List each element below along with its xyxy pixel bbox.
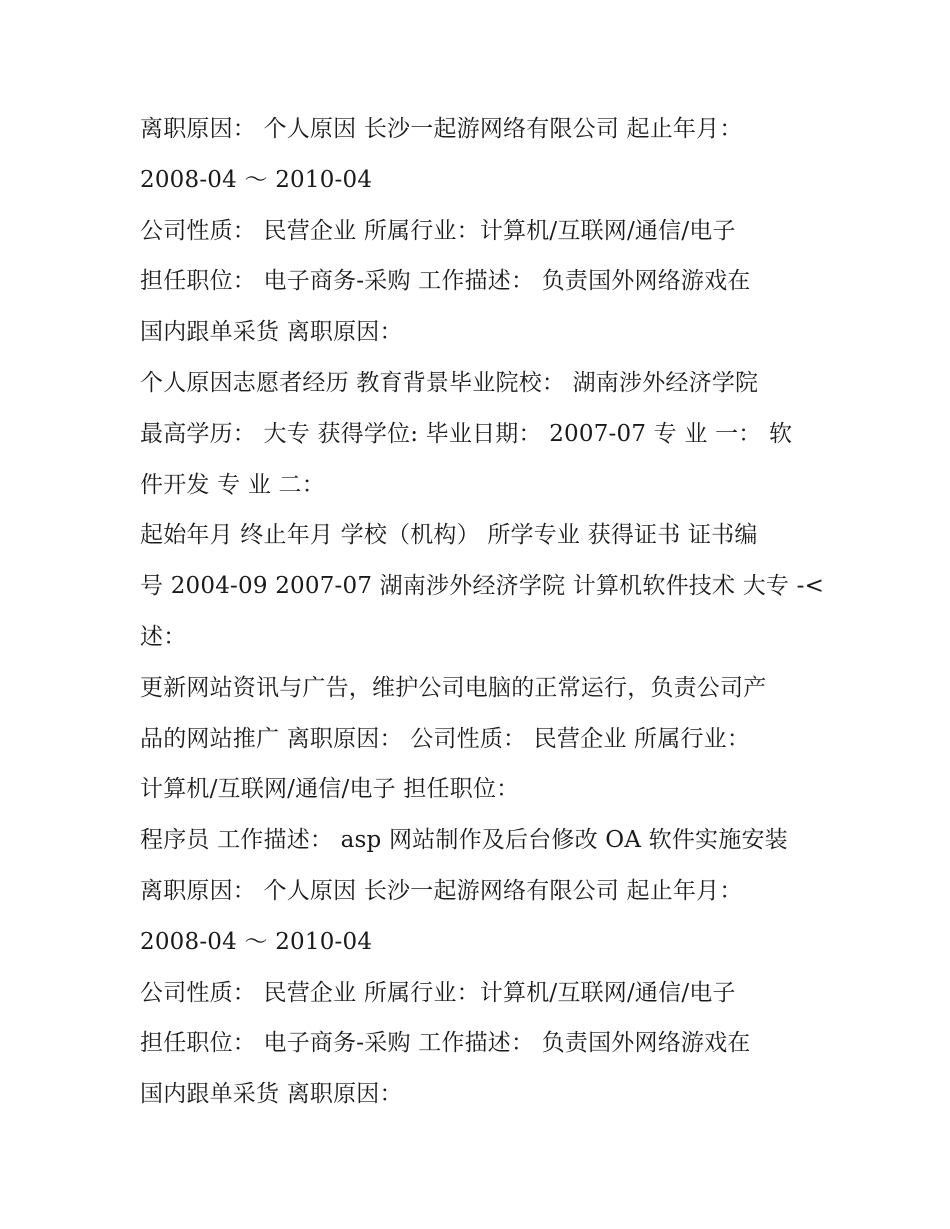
document-body [140,104,825,1120]
text-line: 计算机/互联网/通信/电子 担任职位： [140,776,520,803]
text-line: 国内跟单采货 离职原因： [140,319,403,346]
text-line: 件开发 专 业 二： [140,471,325,498]
text-line: 更新网站资讯与广告，维护公司电脑的正常运行，负责公司产 [140,674,767,701]
text-line: 2008-04 ～ 2010-04 [140,166,373,193]
text-line: 最高学历： 大专 获得学位: 毕业日期： 2007-07 专 业 一： 软 [140,420,793,447]
text-line: 公司性质： 民营企业 所属行业：计算机/互联网/通信/电子 [140,217,736,244]
text-line: 号 2004-09 2007-07 湖南涉外经济学院 计算机软件技术 大专 -< [140,573,825,600]
text-line: 离职原因： 个人原因 长沙一起游网络有限公司 起止年月： [140,877,743,904]
text-line: 品的网站推广 离职原因： 公司性质： 民营企业 所属行业： [140,725,751,752]
text-line: 2008-04 ～ 2010-04 [140,928,373,955]
text-line: 国内跟单采货 离职原因： [140,1081,403,1108]
text-line: 个人原因志愿者经历 教育背景毕业院校： 湖南涉外经济学院 [140,369,759,396]
text-line: 担任职位： 电子商务-采购 工作描述： 负责国外网络游戏在 [140,268,751,295]
text-line: 担任职位： 电子商务-采购 工作描述： 负责国外网络游戏在 [140,1030,751,1057]
text-line: 离职原因： 个人原因 长沙一起游网络有限公司 起止年月： [140,116,743,142]
text-line: 公司性质： 民营企业 所属行业：计算机/互联网/通信/电子 [140,979,736,1006]
text-line: 述： [140,623,187,650]
text-line: 起始年月 终止年月 学校（机构） 所学专业 获得证书 证书编 [140,522,758,549]
text-line: 程序员 工作描述： asp 网站制作及后台修改 OA 软件实施安装 [140,827,788,854]
